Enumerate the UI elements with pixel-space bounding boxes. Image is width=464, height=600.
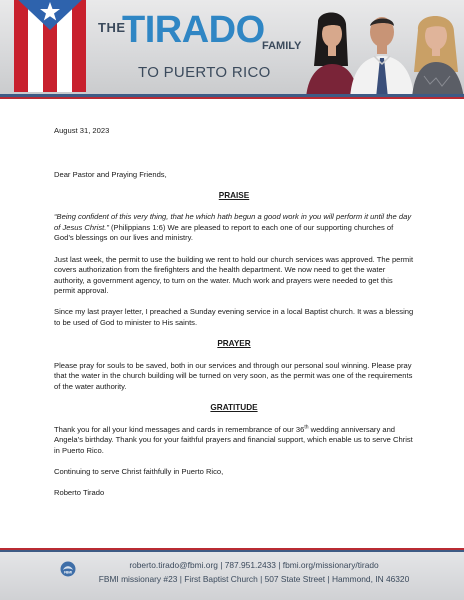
ordinal-suffix: th (304, 424, 309, 431)
gratitude-text-b: wedding anniversary and Angela’s birthday. Thank you for your faithful prayers and financial support, which enable us to serve Christ in Puerto Rico. (54, 424, 413, 455)
praise-paragraph-2: Just last week, the permit to use the building we rent to hold our church services was approved. The permit covers authorization from the firefighters and the health department. We now need to get the water authority, a government agency, to turn on the water. Much work and prayers were needed to get this permit approval. (54, 254, 414, 296)
prayer-paragraph-1: Please pray for souls to be saved, both in our services and through our personal soul winning. Please pray that the water in the church building will be turned on very soon, as the permit was one of the requirements of the water authority. (54, 360, 413, 391)
signature-name: Roberto Tirado (54, 487, 105, 497)
title-family-word: FAMILY (262, 40, 302, 52)
title-family-name: TIRADO (122, 9, 265, 51)
heading-praise: PRAISE (218, 190, 250, 200)
heading-prayer: PRAYER (217, 339, 251, 349)
scripture-reference-text: (Philippians 1:6) We are pleased to report to each one of our supporting churches of God’s blessings on our lives and ministry. (54, 222, 394, 243)
praise-paragraph-3: Since my last prayer letter, I preached a Sunday evening service in a local Baptist church. It was a blessing to be used of God to minister to His saints. (54, 307, 414, 328)
letterhead-banner (0, 0, 464, 98)
footer-address-line: FBMI missionary #23 | First Baptist Church | 507 State Street | Hammond, IN 46320 (98, 574, 410, 584)
letter-date: August 31, 2023 (54, 126, 110, 135)
title-the: THE (98, 20, 126, 35)
scripture-verse: “Being confident of this very thing, that he which hath begun a good work in you will perform it until the day of Jesus Christ.” (54, 212, 412, 232)
puerto-rico-flag-icon (14, 0, 86, 92)
letter-body (54, 126, 414, 509)
family-photo (304, 6, 464, 98)
title-subtitle: TO PUERTO RICO (138, 64, 271, 81)
fbmi-logo-icon (60, 561, 76, 577)
closing-line: Continuing to serve Christ faithfully in Puerto Rico, (54, 466, 224, 476)
letter-greeting: Dear Pastor and Praying Friends, (54, 169, 167, 179)
fbmi-logo-text: FBMI (64, 570, 72, 575)
gratitude-paragraph-1 (54, 425, 414, 457)
footer-contact-line: roberto.tirado@fbmi.org | 787.951.2433 | fbmi.org/missionary/tirado (129, 560, 379, 570)
heading-gratitude: GRATITUDE (210, 403, 258, 412)
gratitude-text-a: Thank you for all your kind messages and cards in remembrance of our 36 (54, 424, 305, 434)
header-rule-red (0, 97, 464, 99)
praise-paragraph-1 (54, 212, 414, 244)
